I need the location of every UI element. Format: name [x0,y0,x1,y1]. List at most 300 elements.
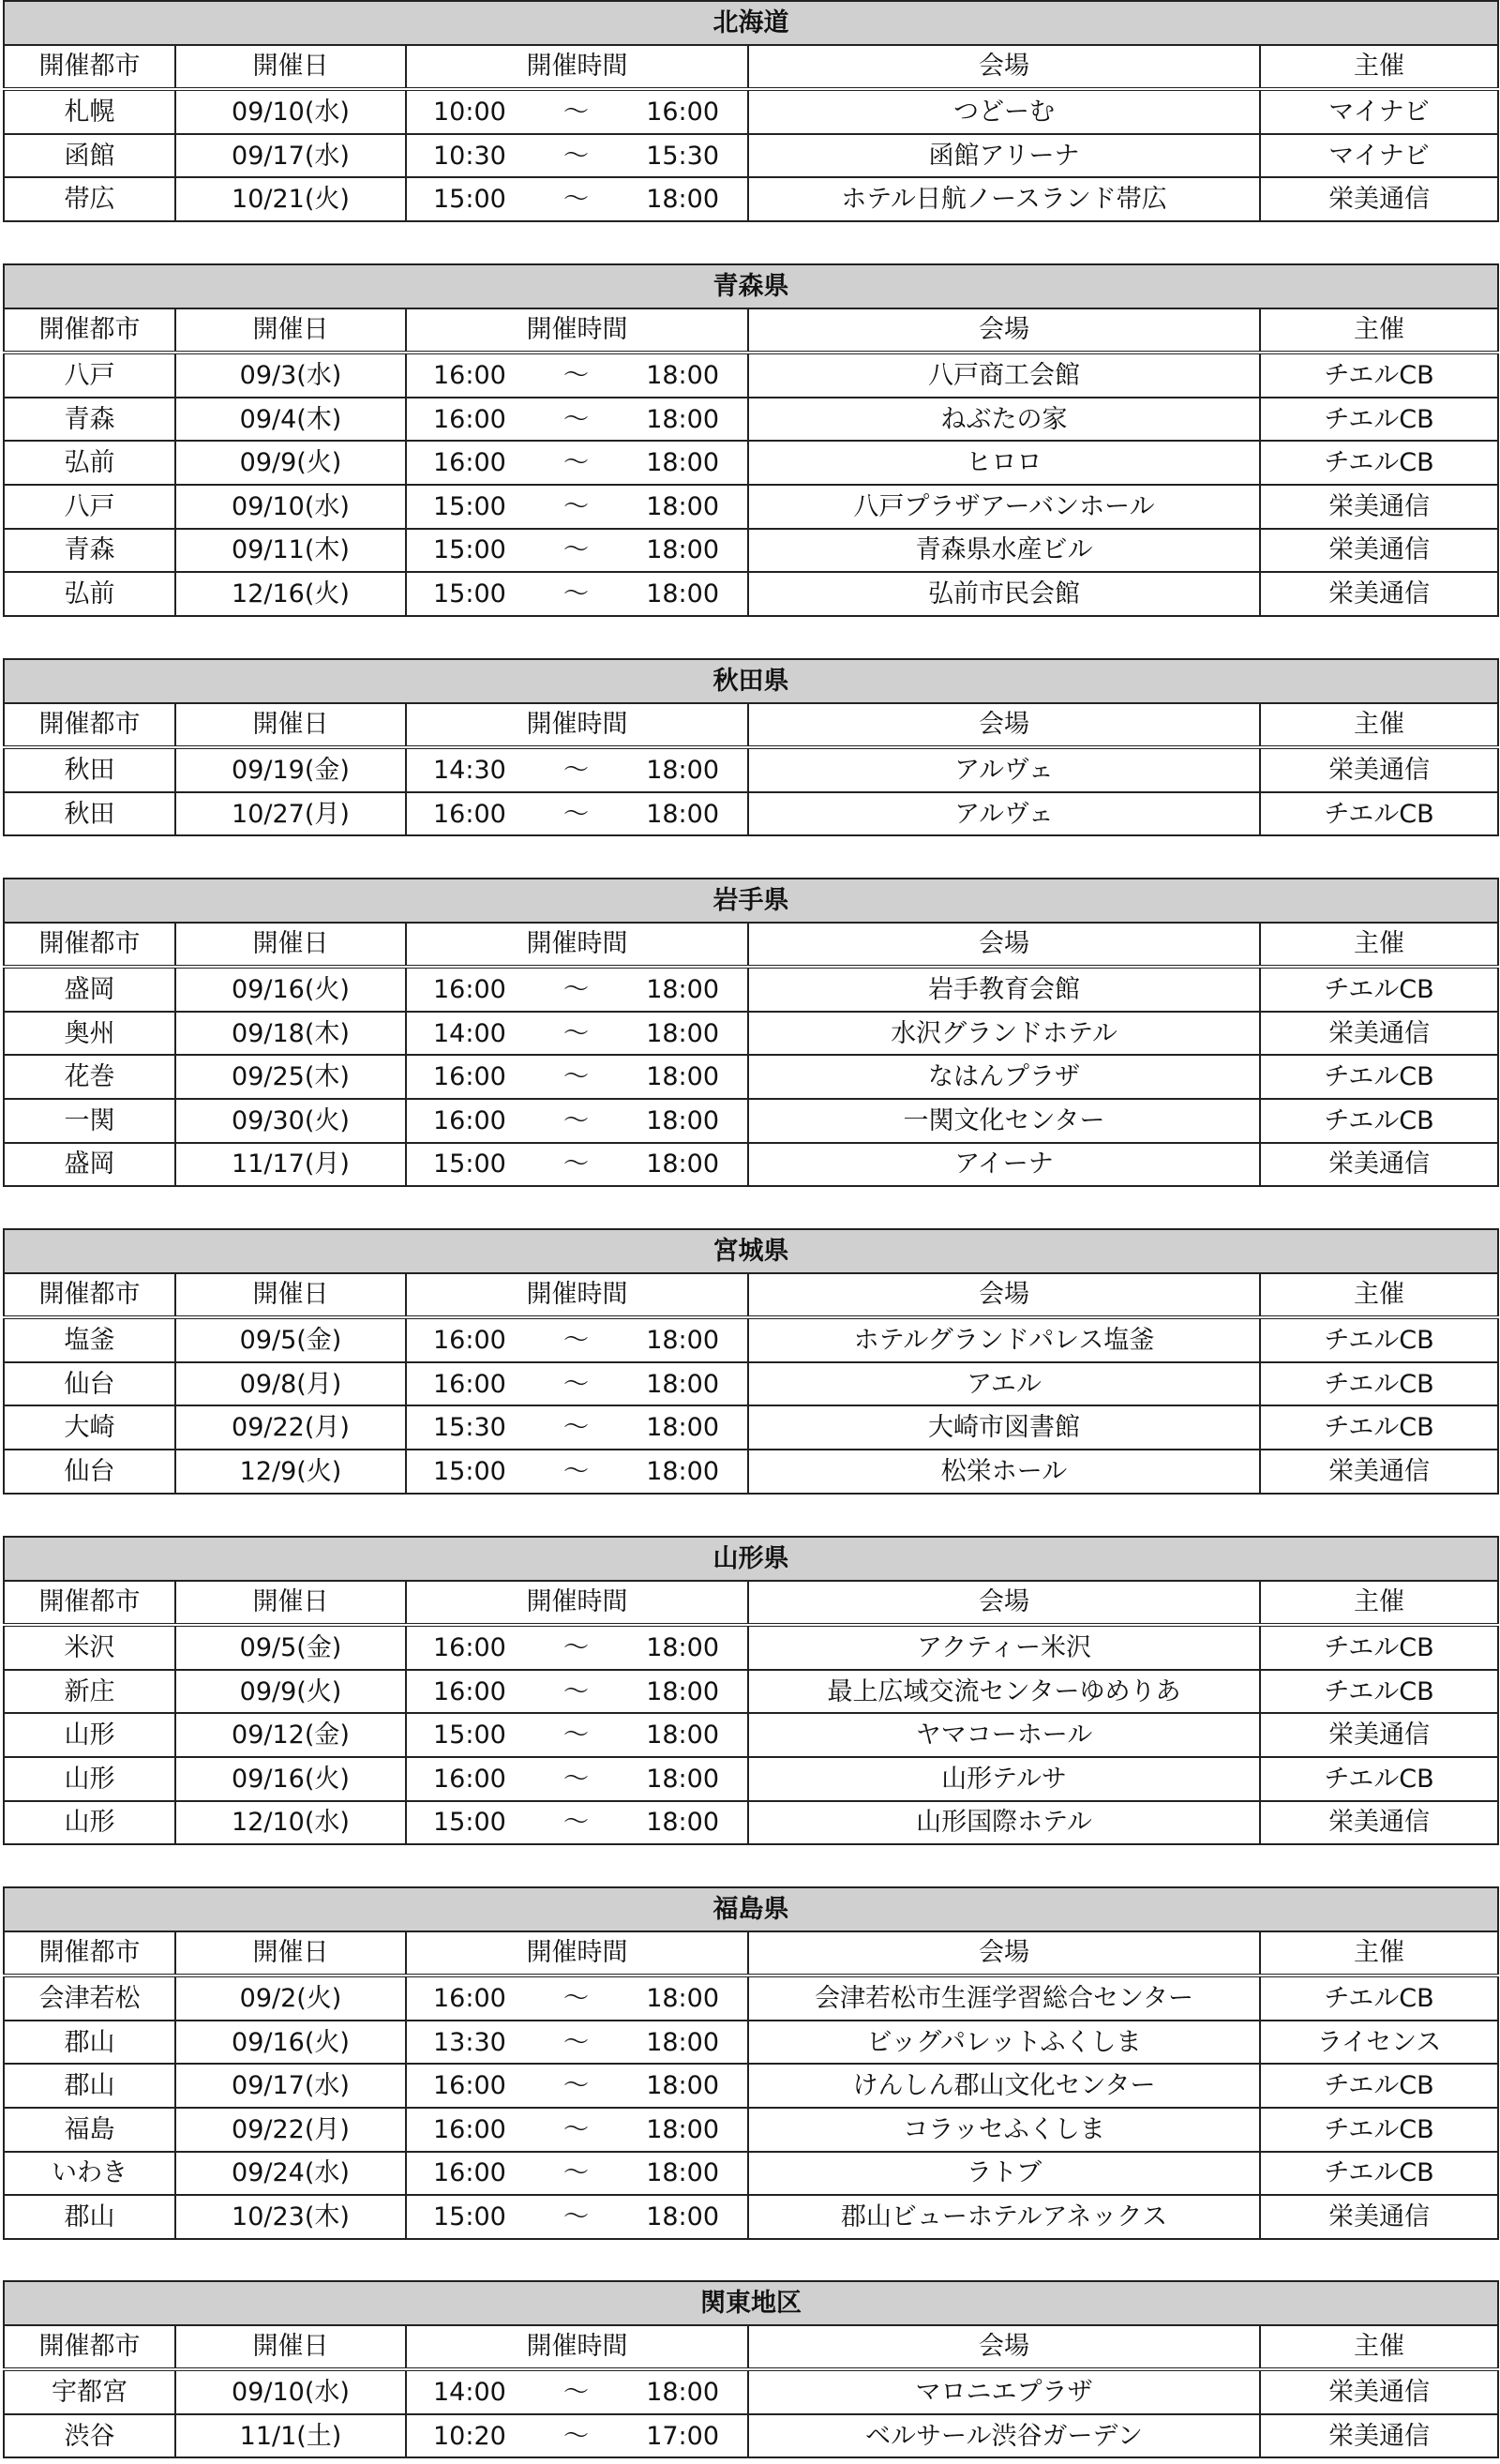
table-row [4,1757,1498,1801]
organizer-cell: チエルCB [1260,353,1498,398]
tilde-separator: ～ [563,1413,589,1443]
city-cell: 青森 [4,529,175,573]
start-time: 16:00 [433,404,506,434]
schedule-table [3,878,1499,1187]
city-cell: 函館 [4,134,175,178]
table-row [4,1625,1498,1670]
time-range [407,2160,747,2186]
table-row [4,2414,1498,2458]
start-time: 15:00 [433,1149,506,1179]
date-cell: 09/10(水) [175,2369,406,2414]
start-time: 16:00 [433,1325,506,1355]
time-range [407,2377,747,2407]
organizer-cell: チエルCB [1260,2064,1498,2108]
tilde-separator: ～ [563,1456,589,1486]
schedule-table [3,1886,1499,2240]
column-header-city: 開催都市 [4,1931,175,1976]
date-cell: 09/17(水) [175,134,406,178]
time-cell [406,529,748,573]
time-range [407,1062,747,1092]
time-range [407,1808,747,1838]
end-time: 18:00 [646,2071,719,2101]
city-cell: 弘前 [4,572,175,616]
column-header-time: 開催時間 [406,703,748,748]
city-cell: 盛岡 [4,1143,175,1187]
end-time: 18:00 [646,578,719,608]
date-cell: 09/3(水) [175,353,406,398]
venue-cell: 青森県水産ビル [748,529,1260,573]
date-cell: 09/17(水) [175,2064,406,2108]
venue-cell: アルヴェ [748,747,1260,792]
end-time: 18:00 [646,535,719,565]
organizer-cell: 栄美通信 [1260,1713,1498,1757]
start-time: 16:00 [433,974,506,1004]
organizer-cell: 栄美通信 [1260,572,1498,616]
start-time: 15:00 [433,491,506,521]
time-range [407,1632,747,1662]
table-row [4,2021,1498,2065]
time-cell [406,1801,748,1845]
organizer-cell: チエルCB [1260,1362,1498,1406]
time-cell [406,1625,748,1670]
date-cell: 10/27(月) [175,792,406,836]
city-cell: 青森 [4,398,175,442]
venue-cell: ビッグパレットふくしま [748,2021,1260,2065]
region-block [3,878,1497,1187]
venue-cell: アルヴェ [748,792,1260,836]
venue-cell: ヒロロ [748,441,1260,485]
venue-cell: 山形テルサ [748,1757,1260,1801]
start-time: 14:30 [433,755,506,785]
end-time: 18:00 [646,360,719,390]
venue-cell: 松栄ホール [748,1450,1260,1494]
city-cell: 秋田 [4,792,175,836]
venue-cell: 一関文化センター [748,1099,1260,1143]
city-cell: 新庄 [4,1670,175,1714]
time-cell [406,1405,748,1450]
table-row [4,2369,1498,2414]
tilde-separator: ～ [563,2071,589,2101]
tilde-separator: ～ [563,974,589,1004]
end-time: 18:00 [646,2158,719,2188]
start-time: 14:00 [433,2377,506,2407]
column-header-venue: 会場 [748,923,1260,968]
city-cell: 秋田 [4,747,175,792]
venue-cell: 八戸商工会館 [748,353,1260,398]
end-time: 17:00 [646,2421,719,2451]
column-header-time: 開催時間 [406,2325,748,2370]
city-cell: 仙台 [4,1362,175,1406]
tilde-separator: ～ [563,97,589,127]
venue-cell: 弘前市民会館 [748,572,1260,616]
venue-cell: アイーナ [748,1143,1260,1187]
tilde-separator: ～ [563,2421,589,2451]
time-cell [406,1362,748,1406]
date-cell: 09/22(月) [175,1405,406,1450]
organizer-cell: チエルCB [1260,441,1498,485]
organizer-cell: 栄美通信 [1260,2369,1498,2414]
column-header-venue: 会場 [748,45,1260,90]
city-cell: いわき [4,2152,175,2196]
end-time: 18:00 [646,799,719,829]
date-cell: 12/9(火) [175,1450,406,1494]
organizer-cell: チエルCB [1260,1405,1498,1450]
column-header-organizer: 主催 [1260,308,1498,353]
region-block [3,1886,1497,2240]
venue-cell: アエル [748,1362,1260,1406]
schedule-table [3,263,1499,617]
city-cell: 渋谷 [4,2414,175,2458]
column-header-venue: 会場 [748,308,1260,353]
date-cell: 09/16(火) [175,967,406,1012]
date-cell: 09/30(火) [175,1099,406,1143]
date-cell: 11/1(土) [175,2414,406,2458]
tilde-separator: ～ [563,578,589,608]
column-header-venue: 会場 [748,1581,1260,1626]
city-cell: 八戸 [4,485,175,529]
organizer-cell: 栄美通信 [1260,747,1498,792]
date-cell: 09/19(金) [175,747,406,792]
time-range [407,1676,747,1706]
time-cell [406,1670,748,1714]
time-range [407,974,747,1004]
time-cell [406,2108,748,2152]
date-cell: 09/12(金) [175,1713,406,1757]
region-block [3,658,1497,836]
organizer-cell: チエルCB [1260,2152,1498,2196]
venue-cell: 水沢グランドホテル [748,1012,1260,1056]
organizer-cell: 栄美通信 [1260,1450,1498,1494]
tilde-separator: ～ [563,755,589,785]
time-cell [406,792,748,836]
table-row [4,441,1498,485]
time-cell [406,747,748,792]
column-header-time: 開催時間 [406,1273,748,1318]
start-time: 10:20 [433,2421,506,2451]
date-cell: 09/8(月) [175,1362,406,1406]
start-time: 15:00 [433,535,506,565]
time-cell [406,967,748,1012]
table-row [4,1450,1498,1494]
time-cell [406,1143,748,1187]
start-time: 10:00 [433,97,506,127]
time-range [407,1722,747,1748]
tilde-separator: ～ [563,448,589,478]
start-time: 16:00 [433,2071,506,2101]
table-row [4,134,1498,178]
time-range [407,755,747,785]
table-row [4,1012,1498,1056]
column-header-date: 開催日 [175,2325,406,2370]
organizer-cell: 栄美通信 [1260,177,1498,221]
table-row [4,1713,1498,1757]
time-range [407,1369,747,1399]
start-time: 16:00 [433,1062,506,1092]
organizer-cell: 栄美通信 [1260,529,1498,573]
tilde-separator: ～ [563,2377,589,2407]
time-range [407,2114,747,2144]
tilde-separator: ～ [563,404,589,434]
organizer-cell: マイナビ [1260,89,1498,134]
end-time: 18:00 [646,1456,719,1486]
end-time: 18:00 [646,1325,719,1355]
start-time: 16:00 [433,1676,506,1706]
start-time: 15:00 [433,1456,506,1486]
start-time: 16:00 [433,1983,506,2013]
venue-cell: 会津若松市生涯学習総合センター [748,1976,1260,2021]
table-row [4,2195,1498,2239]
time-cell [406,398,748,442]
date-cell: 09/16(火) [175,2021,406,2065]
table-row [4,1976,1498,2021]
column-header-city: 開催都市 [4,1273,175,1318]
organizer-cell: 栄美通信 [1260,485,1498,529]
time-range [407,2201,747,2231]
table-row [4,1405,1498,1450]
time-range [407,578,747,608]
end-time: 18:00 [646,2377,719,2407]
column-header-organizer: 主催 [1260,1931,1498,1976]
organizer-cell: 栄美通信 [1260,1801,1498,1845]
date-cell: 09/22(月) [175,2108,406,2152]
date-cell: 09/9(火) [175,441,406,485]
venue-cell: なはんプラザ [748,1055,1260,1099]
column-header-date: 開催日 [175,923,406,968]
tilde-separator: ～ [563,1369,589,1399]
column-header-venue: 会場 [748,703,1260,748]
date-cell: 09/25(木) [175,1055,406,1099]
column-header-venue: 会場 [748,2325,1260,2370]
organizer-cell: 栄美通信 [1260,1012,1498,1056]
venue-cell: ホテルグランドパレス塩釜 [748,1317,1260,1362]
table-row [4,747,1498,792]
tilde-separator: ～ [563,1764,589,1794]
organizer-cell: チエルCB [1260,792,1498,836]
column-header-date: 開催日 [175,1581,406,1626]
tilde-separator: ～ [563,1720,589,1750]
date-cell: 12/16(火) [175,572,406,616]
region-block [3,263,1497,617]
tilde-separator: ～ [563,1808,589,1838]
city-cell: 郡山 [4,2021,175,2065]
time-cell [406,134,748,178]
organizer-cell: チエルCB [1260,1757,1498,1801]
column-header-organizer: 主催 [1260,2325,1498,2370]
tilde-separator: ～ [563,185,589,215]
column-header-venue: 会場 [748,1273,1260,1318]
schedule-table [3,1536,1499,1845]
city-cell: 八戸 [4,353,175,398]
tilde-separator: ～ [563,535,589,565]
table-row [4,1099,1498,1143]
column-header-date: 開催日 [175,703,406,748]
venue-cell: 八戸プラザアーバンホール [748,485,1260,529]
date-cell: 09/18(木) [175,1012,406,1056]
organizer-cell: チエルCB [1260,1317,1498,1362]
organizer-cell: チエルCB [1260,398,1498,442]
start-time: 16:00 [433,448,506,478]
time-cell [406,177,748,221]
column-header-time: 開催時間 [406,923,748,968]
start-time: 15:00 [433,1808,506,1838]
table-row [4,2152,1498,2196]
start-time: 13:30 [433,2027,506,2057]
time-cell [406,441,748,485]
column-header-organizer: 主催 [1260,703,1498,748]
time-range [407,491,747,521]
table-row [4,1801,1498,1845]
organizer-cell: 栄美通信 [1260,2414,1498,2458]
end-time: 18:00 [646,1676,719,1706]
date-cell: 09/10(水) [175,485,406,529]
start-time: 10:30 [433,141,506,171]
column-header-city: 開催都市 [4,1581,175,1626]
table-row [4,1055,1498,1099]
column-header-city: 開催都市 [4,308,175,353]
region-title: 福島県 [4,1887,1498,1931]
venue-cell: ねぶたの家 [748,398,1260,442]
organizer-cell: チエルCB [1260,1625,1498,1670]
time-range [407,2027,747,2057]
end-time: 18:00 [646,1720,719,1750]
organizer-cell: 栄美通信 [1260,2195,1498,2239]
date-cell: 09/5(金) [175,1317,406,1362]
time-cell [406,1055,748,1099]
table-row [4,792,1498,836]
tilde-separator: ～ [563,1018,589,1048]
column-header-date: 開催日 [175,1931,406,1976]
time-cell [406,1757,748,1801]
time-cell [406,2369,748,2414]
end-time: 18:00 [646,2114,719,2144]
table-row [4,177,1498,221]
tilde-separator: ～ [563,2201,589,2231]
end-time: 18:00 [646,2201,719,2231]
end-time: 18:00 [646,1808,719,1838]
venue-cell: けんしん郡山文化センター [748,2064,1260,2108]
start-time: 15:00 [433,2201,506,2231]
time-range [407,1983,747,2013]
time-cell [406,1713,748,1757]
time-cell [406,1317,748,1362]
column-header-city: 開催都市 [4,923,175,968]
end-time: 18:00 [646,974,719,1004]
organizer-cell: チエルCB [1260,1670,1498,1714]
column-header-date: 開催日 [175,45,406,90]
time-cell [406,2021,748,2065]
time-cell [406,353,748,398]
start-time: 15:00 [433,185,506,215]
time-range [407,1413,747,1443]
city-cell: 山形 [4,1757,175,1801]
time-range [407,404,747,434]
schedule-table [3,0,1499,222]
column-header-organizer: 主催 [1260,1273,1498,1318]
end-time: 18:00 [646,1413,719,1443]
start-time: 16:00 [433,1369,506,1399]
date-cell: 12/10(水) [175,1801,406,1845]
start-time: 16:00 [433,1764,506,1794]
city-cell: 花巻 [4,1055,175,1099]
table-row [4,967,1498,1012]
end-time: 18:00 [646,1764,719,1794]
time-cell [406,1099,748,1143]
end-time: 18:00 [646,1632,719,1662]
city-cell: 帯広 [4,177,175,221]
city-cell: 郡山 [4,2064,175,2108]
column-header-organizer: 主催 [1260,45,1498,90]
venue-cell: ベルサール渋谷ガーデン [748,2414,1260,2458]
start-time: 16:00 [433,360,506,390]
city-cell: 大崎 [4,1405,175,1450]
end-time: 18:00 [646,185,719,215]
schedule-table [3,658,1499,836]
table-row [4,398,1498,442]
time-range [407,1325,747,1355]
end-time: 18:00 [646,1983,719,2013]
city-cell: 郡山 [4,2195,175,2239]
date-cell: 09/5(金) [175,1625,406,1670]
tilde-separator: ～ [563,2114,589,2144]
column-header-organizer: 主催 [1260,1581,1498,1626]
city-cell: 会津若松 [4,1976,175,2021]
column-header-time: 開催時間 [406,308,748,353]
column-header-time: 開催時間 [406,1931,748,1976]
venue-cell: コラッセふくしま [748,2108,1260,2152]
table-row [4,2064,1498,2108]
table-row [4,1143,1498,1187]
column-header-time: 開催時間 [406,1581,748,1626]
tilde-separator: ～ [563,2158,589,2188]
column-header-date: 開催日 [175,1273,406,1318]
start-time: 16:00 [433,2158,506,2188]
schedule-table [3,2280,1499,2458]
venue-cell: つどーむ [748,89,1260,134]
start-time: 15:00 [433,1720,506,1750]
end-time: 15:30 [646,141,719,171]
column-header-venue: 会場 [748,1931,1260,1976]
end-time: 18:00 [646,1149,719,1179]
city-cell: 米沢 [4,1625,175,1670]
table-row [4,1317,1498,1362]
start-time: 16:00 [433,1105,506,1135]
start-time: 16:00 [433,2114,506,2144]
time-range [407,448,747,478]
region-title: 山形県 [4,1537,1498,1581]
venue-cell: アクティー米沢 [748,1625,1260,1670]
time-range [407,99,747,125]
date-cell: 09/10(水) [175,89,406,134]
end-time: 18:00 [646,491,719,521]
organizer-cell: ライセンス [1260,2021,1498,2065]
organizer-cell: マイナビ [1260,134,1498,178]
tilde-separator: ～ [563,1632,589,1662]
time-cell [406,2152,748,2196]
region-block [3,2280,1497,2458]
city-cell: 弘前 [4,441,175,485]
city-cell: 山形 [4,1801,175,1845]
time-cell [406,2195,748,2239]
time-cell [406,1976,748,2021]
date-cell: 09/16(火) [175,1757,406,1801]
region-title: 関東地区 [4,2281,1498,2325]
city-cell: 仙台 [4,1450,175,1494]
table-row [4,1362,1498,1406]
region-title: 青森県 [4,264,1498,308]
tilde-separator: ～ [563,799,589,829]
venue-cell: 山形国際ホテル [748,1801,1260,1845]
time-range [407,1766,747,1792]
